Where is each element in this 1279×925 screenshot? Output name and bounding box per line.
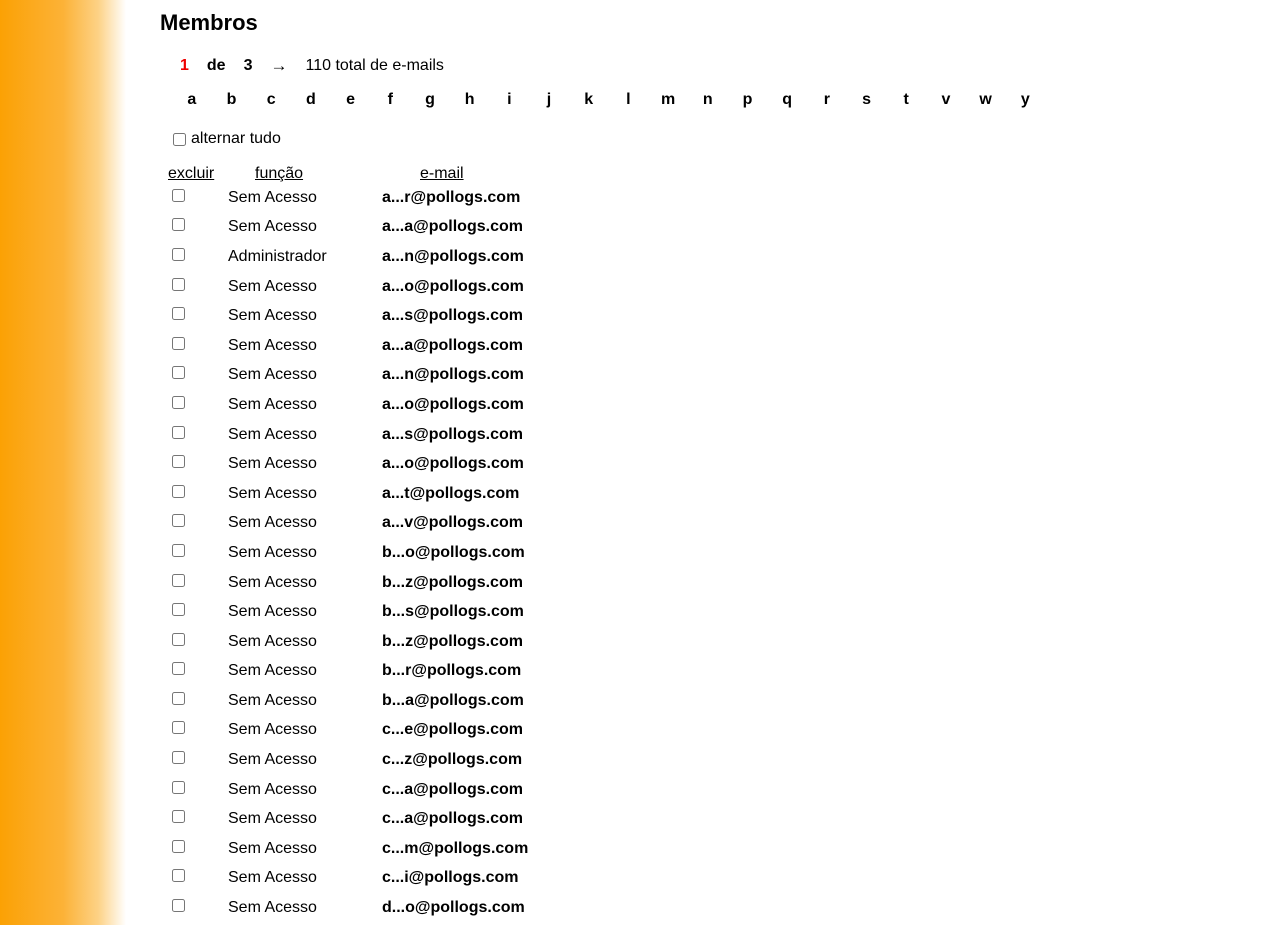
member-role: Sem Acesso	[228, 603, 317, 621]
row-checkbox-cell	[168, 337, 228, 355]
table-row	[168, 568, 1260, 598]
toggle-all-row	[173, 131, 1260, 147]
member-role: Sem Acesso	[228, 780, 317, 798]
member-email: a...o@pollogs.com	[382, 277, 524, 295]
member-email: d...o@pollogs.com	[382, 899, 525, 917]
table-row	[168, 420, 1260, 450]
alphabet-letter[interactable]: a	[187, 91, 197, 108]
delete-member-checkbox[interactable]	[172, 869, 185, 882]
row-checkbox-cell	[168, 544, 228, 562]
member-role: Sem Acesso	[228, 810, 317, 828]
table-row	[168, 479, 1260, 509]
alphabet-letter[interactable]: l	[626, 91, 631, 108]
member-role: Sem Acesso	[228, 543, 317, 561]
total-emails-summary: 110 total de e-mails	[305, 57, 444, 74]
alphabet-letter[interactable]: s	[862, 91, 871, 108]
member-email: a...a@pollogs.com	[382, 336, 523, 354]
row-checkbox-cell	[168, 189, 228, 207]
member-email: c...a@pollogs.com	[382, 780, 523, 798]
delete-member-checkbox[interactable]	[172, 692, 185, 705]
sort-email-link[interactable]: e-mail	[420, 165, 464, 182]
member-role: Sem Acesso	[228, 395, 317, 413]
alphabet-letter[interactable]: e	[346, 91, 356, 108]
member-role: Sem Acesso	[228, 336, 317, 354]
alphabet-letter[interactable]: h	[464, 91, 475, 108]
next-page-arrow-icon[interactable]: →	[270, 56, 288, 75]
member-role: Sem Acesso	[228, 632, 317, 650]
alphabet-letter[interactable]: b	[226, 91, 237, 108]
table-header-row	[168, 157, 1260, 183]
page-title: Membros	[160, 10, 258, 35]
table-row	[168, 449, 1260, 479]
member-email: c...z@pollogs.com	[382, 751, 523, 769]
member-role: Sem Acesso	[228, 751, 317, 769]
member-email: a...o@pollogs.com	[382, 455, 524, 473]
alphabet-letter[interactable]: n	[702, 91, 713, 108]
member-role: Sem Acesso	[228, 188, 317, 206]
table-row	[168, 390, 1260, 420]
alphabet-letter[interactable]: y	[1020, 91, 1030, 108]
alphabet-letter[interactable]: i	[507, 91, 512, 108]
member-email: a...n@pollogs.com	[382, 247, 524, 265]
delete-member-checkbox[interactable]	[172, 662, 185, 675]
row-checkbox-cell	[168, 810, 228, 828]
sidebar-gradient	[0, 0, 126, 925]
row-checkbox-cell	[168, 426, 228, 444]
alphabet-letter[interactable]: w	[979, 91, 992, 108]
row-checkbox-cell	[168, 514, 228, 532]
delete-member-checkbox[interactable]	[172, 514, 185, 527]
delete-member-checkbox[interactable]	[172, 218, 185, 231]
member-role: Sem Acesso	[228, 277, 317, 295]
table-row	[168, 272, 1260, 302]
member-role: Sem Acesso	[228, 218, 317, 236]
member-email: a...v@pollogs.com	[382, 514, 523, 532]
delete-member-checkbox[interactable]	[172, 248, 185, 261]
member-role: Sem Acesso	[228, 839, 317, 857]
member-email: b...z@pollogs.com	[382, 632, 523, 650]
table-row	[168, 301, 1260, 331]
delete-member-checkbox[interactable]	[172, 781, 185, 794]
member-role: Sem Acesso	[228, 455, 317, 473]
delete-member-checkbox[interactable]	[172, 899, 185, 912]
row-checkbox-cell	[168, 869, 228, 887]
delete-member-checkbox[interactable]	[172, 366, 185, 379]
row-checkbox-cell	[168, 574, 228, 592]
table-row	[168, 657, 1260, 687]
member-role: Sem Acesso	[228, 899, 317, 917]
table-row	[168, 627, 1260, 657]
member-email: c...a@pollogs.com	[382, 810, 523, 828]
member-role: Sem Acesso	[228, 691, 317, 709]
member-role: Sem Acesso	[228, 514, 317, 532]
member-email: c...m@pollogs.com	[382, 839, 529, 857]
row-checkbox-cell	[168, 751, 228, 769]
row-checkbox-cell	[168, 662, 228, 680]
table-row	[168, 893, 1260, 923]
member-role: Sem Acesso	[228, 573, 317, 591]
member-email: b...o@pollogs.com	[382, 543, 525, 561]
delete-member-checkbox[interactable]	[172, 337, 185, 350]
member-email: a...n@pollogs.com	[382, 366, 524, 384]
delete-member-checkbox[interactable]	[172, 810, 185, 823]
delete-member-checkbox[interactable]	[172, 544, 185, 557]
alphabet-letter[interactable]: m	[660, 91, 676, 108]
current-page-number: 1	[180, 57, 189, 74]
table-row	[168, 686, 1260, 716]
table-row	[168, 745, 1260, 775]
member-role: Administrador	[228, 247, 327, 265]
table-row	[168, 213, 1260, 243]
members-table	[168, 157, 1260, 923]
alphabet-letter[interactable]: r	[823, 91, 830, 108]
row-checkbox-cell	[168, 366, 228, 384]
table-body	[168, 183, 1260, 923]
alphabet-letter[interactable]: t	[903, 91, 909, 108]
member-email: a...r@pollogs.com	[382, 188, 521, 206]
member-role: Sem Acesso	[228, 366, 317, 384]
alphabet-letter[interactable]: k	[584, 91, 594, 108]
row-checkbox-cell	[168, 692, 228, 710]
table-row	[168, 242, 1260, 272]
member-email: c...e@pollogs.com	[382, 721, 523, 739]
row-checkbox-cell	[168, 307, 228, 325]
row-checkbox-cell	[168, 899, 228, 917]
alphabet-nav	[172, 91, 1260, 109]
delete-member-checkbox[interactable]	[172, 307, 185, 320]
row-checkbox-cell	[168, 455, 228, 473]
row-checkbox-cell	[168, 485, 228, 503]
delete-member-checkbox[interactable]	[172, 721, 185, 734]
member-role: Sem Acesso	[228, 662, 317, 680]
alphabet-letter[interactable]: c	[266, 91, 276, 108]
delete-member-checkbox[interactable]	[172, 633, 185, 646]
member-role: Sem Acesso	[228, 721, 317, 739]
table-row	[168, 804, 1260, 834]
toggle-all-checkbox[interactable]	[173, 133, 186, 146]
member-role: Sem Acesso	[228, 869, 317, 887]
row-checkbox-cell	[168, 396, 228, 414]
member-email: b...r@pollogs.com	[382, 662, 522, 680]
table-row	[168, 716, 1260, 746]
member-email: b...z@pollogs.com	[382, 573, 523, 591]
member-email: a...a@pollogs.com	[382, 218, 523, 236]
pagination	[180, 56, 1260, 75]
table-row	[168, 331, 1260, 361]
member-role: Sem Acesso	[228, 425, 317, 443]
alphabet-letter[interactable]: d	[306, 91, 316, 108]
delete-member-checkbox[interactable]	[172, 455, 185, 468]
member-role: Sem Acesso	[228, 307, 317, 325]
delete-member-checkbox[interactable]	[172, 396, 185, 409]
delete-member-checkbox[interactable]	[172, 603, 185, 616]
row-checkbox-cell	[168, 721, 228, 739]
table-row	[168, 509, 1260, 539]
table-row	[168, 775, 1260, 805]
row-checkbox-cell	[168, 218, 228, 236]
row-checkbox-cell	[168, 278, 228, 296]
table-row	[168, 183, 1260, 213]
member-email: a...s@pollogs.com	[382, 307, 523, 325]
member-email: c...i@pollogs.com	[382, 869, 519, 887]
sort-role-link[interactable]: função	[255, 165, 304, 182]
row-checkbox-cell	[168, 248, 228, 266]
alphabet-letter[interactable]: f	[387, 91, 393, 108]
table-row	[168, 834, 1260, 864]
delete-member-checkbox[interactable]	[172, 485, 185, 498]
pagination-of-label: de	[206, 57, 226, 74]
delete-member-checkbox[interactable]	[172, 574, 185, 587]
delete-member-checkbox[interactable]	[172, 278, 185, 291]
member-email: b...a@pollogs.com	[382, 691, 524, 709]
row-checkbox-cell	[168, 633, 228, 651]
table-row	[168, 864, 1260, 894]
member-email: b...s@pollogs.com	[382, 603, 524, 621]
table-row	[168, 361, 1260, 391]
alphabet-letter[interactable]: v	[941, 91, 951, 108]
row-checkbox-cell	[168, 781, 228, 799]
delete-member-checkbox[interactable]	[172, 751, 185, 764]
total-pages-number: 3	[243, 57, 253, 74]
member-email: a...t@pollogs.com	[382, 484, 520, 502]
delete-member-checkbox[interactable]	[172, 840, 185, 853]
member-email: a...s@pollogs.com	[382, 425, 523, 443]
row-checkbox-cell	[168, 840, 228, 858]
members-page	[160, 0, 1260, 923]
table-row	[168, 597, 1260, 627]
row-checkbox-cell	[168, 603, 228, 621]
sort-delete-link[interactable]: excluir	[168, 165, 215, 182]
alphabet-letter[interactable]: j	[546, 91, 552, 108]
member-email: a...o@pollogs.com	[382, 395, 524, 413]
table-row	[168, 538, 1260, 568]
delete-member-checkbox[interactable]	[172, 189, 185, 202]
alphabet-letter[interactable]: q	[782, 91, 793, 108]
member-role: Sem Acesso	[228, 484, 317, 502]
alphabet-letter[interactable]: p	[742, 91, 753, 108]
toggle-all-label: alternar tudo	[191, 130, 281, 147]
alphabet-letter[interactable]: g	[425, 91, 435, 108]
delete-member-checkbox[interactable]	[172, 426, 185, 439]
